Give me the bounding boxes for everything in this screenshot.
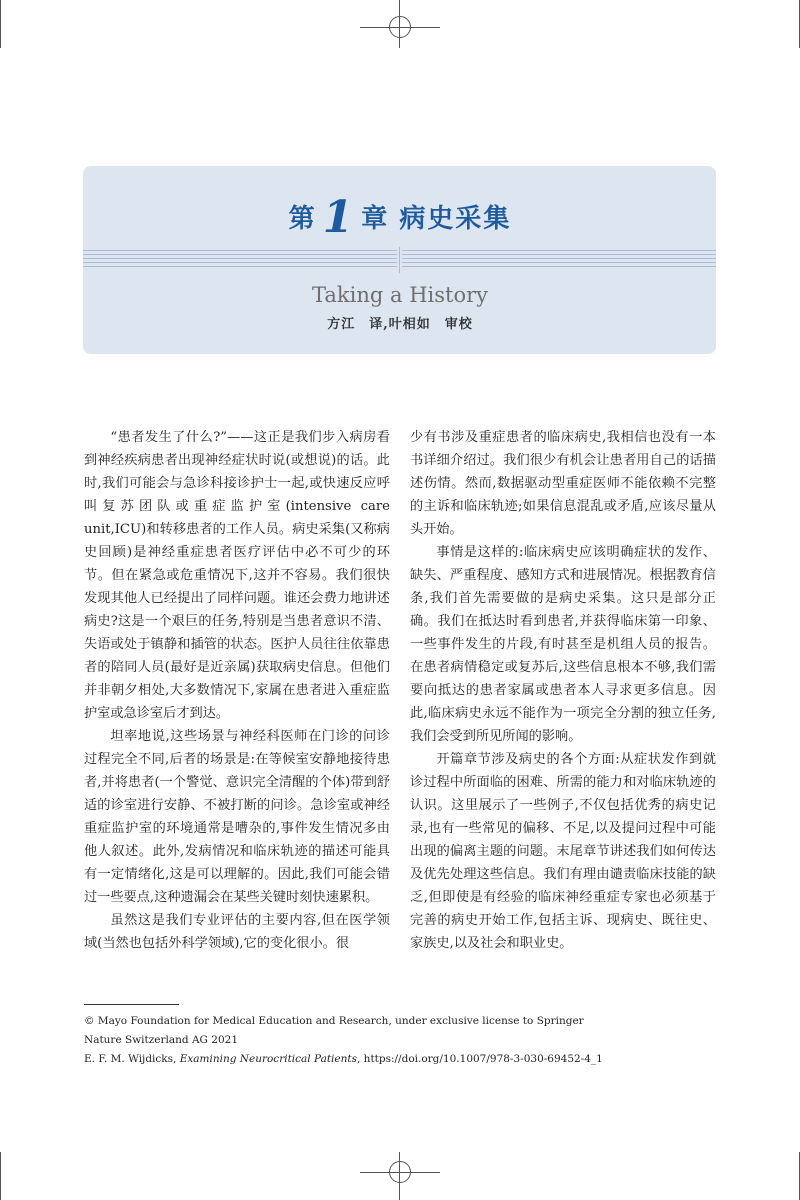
citation-book-title: Examining Neurocritical Patients <box>179 1053 357 1065</box>
chapter-prefix: 第 <box>288 204 317 234</box>
translators-credit: 方江 译,叶相如 审校 <box>327 317 473 332</box>
body-paragraph: 虽然这是我们专业评估的主要内容,但在医学领域(当然也包括外科学领域),它的变化很小。很 <box>84 913 390 951</box>
chapter-title-zh: 病史采集 <box>399 204 512 234</box>
chapter-title-en: Taking a History <box>312 283 488 307</box>
chapter-suffix: 章 <box>361 204 390 234</box>
body-paragraph-continued: 少有书涉及重症患者的临床病史,我相信也没有一本书详细介绍过。我们很少有机会让患者用自己的话描述伤情。然而,数据驱动型重症医师不能依赖不完整的主诉和临床轨迹;如果信息混乱或矛盾,应该尽量从头开始。 <box>410 430 716 537</box>
body-paragraph: 坦率地说,这些场景与神经科医师在门诊的问诊过程完全不同,后者的场景是:在等候室安静地接待患者,并将患者(一个警觉、意识完全清醒的个体)带到舒适的诊室进行安静、不被打断的问诊。急诊室或神经重症监护室的环境通常是嘈杂的,事件发生情况多由他人叙述。此外,发病情况和临床轨迹的描述可能具有一定情绪化,这是可以理解的。因此,我们可能会错过一些要点,这种遗漏会在某些关键时刻快速累积。 <box>84 729 390 905</box>
body-paragraph: 开篇章节涉及病史的各个方面:从症状发作到就诊过程中所面临的困难、所需的能力和对临床轨迹的认识。这里展示了一些例子,不仅包括优秀的病史记录,也有一些常见的偏移、不足,以及提问过程中可能出现的偏离主题的问题。末尾章节讲述我们如何传达及优先处理这些信息。我们有理由谴责临床技能的缺乏,但即使是有经验的临床神经重症专家也必须基于完善的病史开始工作,包括主诉、现病史、既往史、家族史,以及社会和职业史。 <box>410 752 716 951</box>
body-column-left <box>84 426 390 955</box>
crop-mark-left-bottom <box>0 1152 1 1200</box>
title-rule-divider <box>399 247 400 273</box>
copyright-line: Nature Switzerland AG 2021 <box>84 1034 238 1046</box>
crop-mark-left-top <box>0 0 1 48</box>
registration-mark-top-icon <box>389 16 411 38</box>
citation-line <box>84 1050 724 1069</box>
body-column-right <box>410 426 716 955</box>
title-rule-left <box>83 250 397 270</box>
citation-doi-link[interactable]: , https://doi.org/10.1007/978-3-030-69452-4_1 <box>357 1053 603 1065</box>
footnote <box>84 1012 724 1069</box>
body-paragraph: “患者发生了什么?”——这正是我们步入病房看到神经疾病患者出现神经症状时说(或想说)的话。此时,我们可能会与急诊科接诊护士一起,或快速反应呼叫复苏团队或重症监护室(intensive care unit,ICU)和转移患者的工作人员。病史采集(又称病史回顾)是神经重症患者医疗评估中必不可少的环节。但在紧急或危重情况下,这并不容易。我们很快发现其他人已经提出了同样问题。谁还会费力地讲述病史?这是一个艰巨的任务,特别是当患者意识不清、失语或处于镇静和插管的状态。医护人员往往依靠患者的陪同人员(最好是近亲属)获取病史信息。但他们并非朝夕相处,大多数情况下,家属在患者进入重症监护室或急诊室后才到达。 <box>84 430 390 721</box>
chapter-title <box>0 192 800 243</box>
copyright-line: © Mayo Foundation for Medical Education and Research, under exclusive license to Springer <box>84 1015 584 1027</box>
citation-authors: E. F. M. Wijdicks, <box>84 1053 180 1065</box>
footnote-rule <box>84 1004 179 1005</box>
chapter-number: 1 <box>322 192 356 243</box>
body-paragraph: 事情是这样的:临床病史应该明确症状的发作、缺失、严重程度、感知方式和进展情况。根据教育信条,我们首先需要做的是病史采集。这只是部分正确。我们在抵达时看到患者,并获得临床第一印象、一些事件发生的片段,有时甚至是机组人员的报告。在患者病情稳定或复苏后,这些信息根本不够,我们需要向抵达的患者家属或患者本人寻求更多信息。因此,临床病史永远不能作为一项完全分割的独立任务,我们会受到所见所闻的影响。 <box>410 545 716 744</box>
registration-mark-bottom-icon <box>389 1161 411 1183</box>
title-rule-right <box>402 250 716 270</box>
